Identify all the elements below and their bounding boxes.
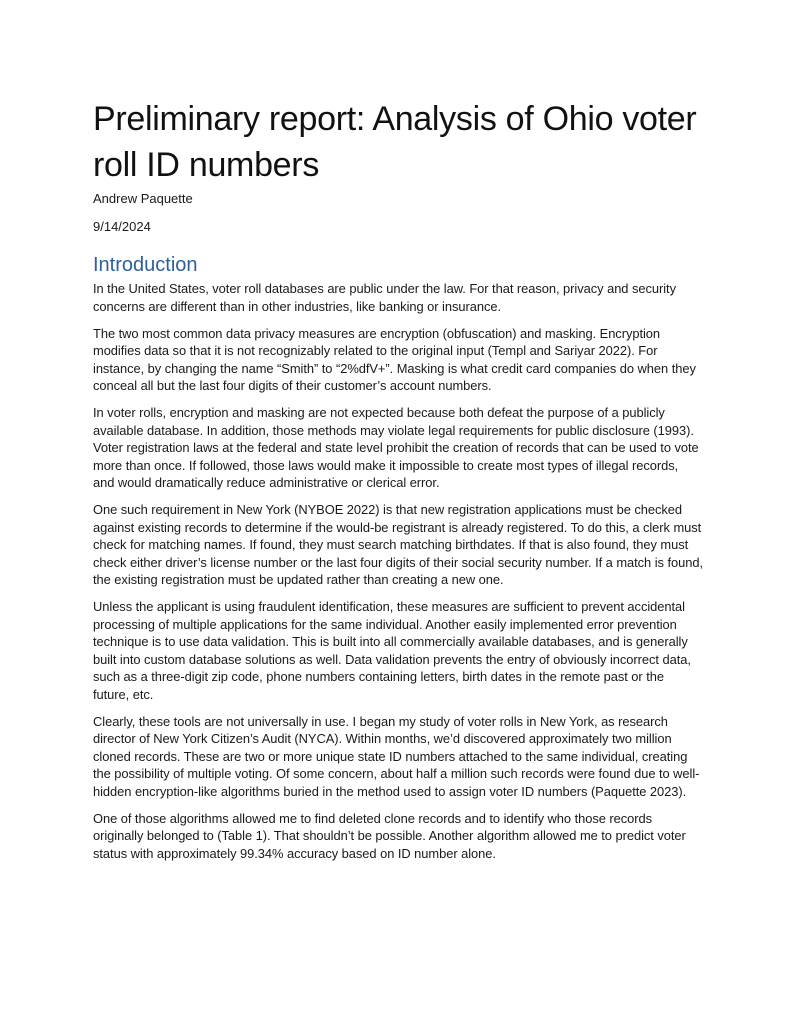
- paragraph: The two most common data privacy measures are encryption (obfuscation) and masking. Encryption modifies data so that it is not recognizably related to the original input (Templ and Sariyar 2022). For instance, by changing the name “Smith” to “2%dfV+”. Masking is what credit card companies do when they conceal all but the last four digits of their customer’s account numbers.: [93, 325, 696, 393]
- paragraph: Unless the applicant is using fraudulent identification, these measures are sufficient to prevent accidental processing of multiple applications for the same individual. Another easily implemented error prevention technique is to use data validation. This is built into all commercially available databases, and is generally built into custom database solutions as well. Data validation prevents the entry of obviously incorrect data, such as a three-digit zip code, phone numbers containing letters, birth dates in the remote past or the future, etc.: [93, 599, 691, 702]
- document-page: [93, 96, 703, 872]
- report-date: 9/14/2024: [93, 219, 151, 234]
- paragraph: One such requirement in New York (NYBOE 2022) is that new registration applications must be checked against existing records to determine if the would-be registrant is already registered. To do this, a clerk must check for matching names. If found, they must search matching birthdates. If that is also found, they must check either driver’s license number or the last four digits of their social security number. If a match is found, the existing registration must be updated rather than creating a new one.: [93, 502, 703, 587]
- section-heading-introduction: Introduction: [93, 254, 198, 276]
- paragraph: In the United States, voter roll databases are public under the law. For that reason, privacy and security concerns are different than in other industries, like banking or insurance.: [93, 281, 676, 314]
- paragraph: One of those algorithms allowed me to find deleted clone records and to identify who those records originally belonged to (Table 1). That shouldn’t be possible. Another algorithm allowed me to predict voter status with approximately 99.34% accuracy based on ID number alone.: [93, 810, 686, 861]
- paragraph: In voter rolls, encryption and masking are not expected because both defeat the purpose of a publicly available database. In addition, those methods may violate legal requirements for public disclosure (1993). Voter registration laws at the federal and state level prohibit the creation of records that can be used to vote more than once. If followed, those laws would make it impossible to create most types of illegal records, and would dramatically reduce administrative or clerical error.: [93, 405, 699, 490]
- document-title: Preliminary report: Analysis of Ohio voter roll ID numbers: [93, 100, 697, 184]
- author-name: Andrew Paquette: [93, 191, 193, 206]
- paragraph: Clearly, these tools are not universally in use. I began my study of voter rolls in New York, as research director of New York Citizen’s Audit (NYCA). Within months, we’d discovered approximately two million cloned records. These are two or more unique state ID numbers attached to the same individual, creating the possibility of multiple voting. Of some concern, about half a million such records were found due to well-hidden encryption-like algorithms buried in the method used to assign voter ID numbers (Paquette 2023).: [93, 713, 700, 799]
